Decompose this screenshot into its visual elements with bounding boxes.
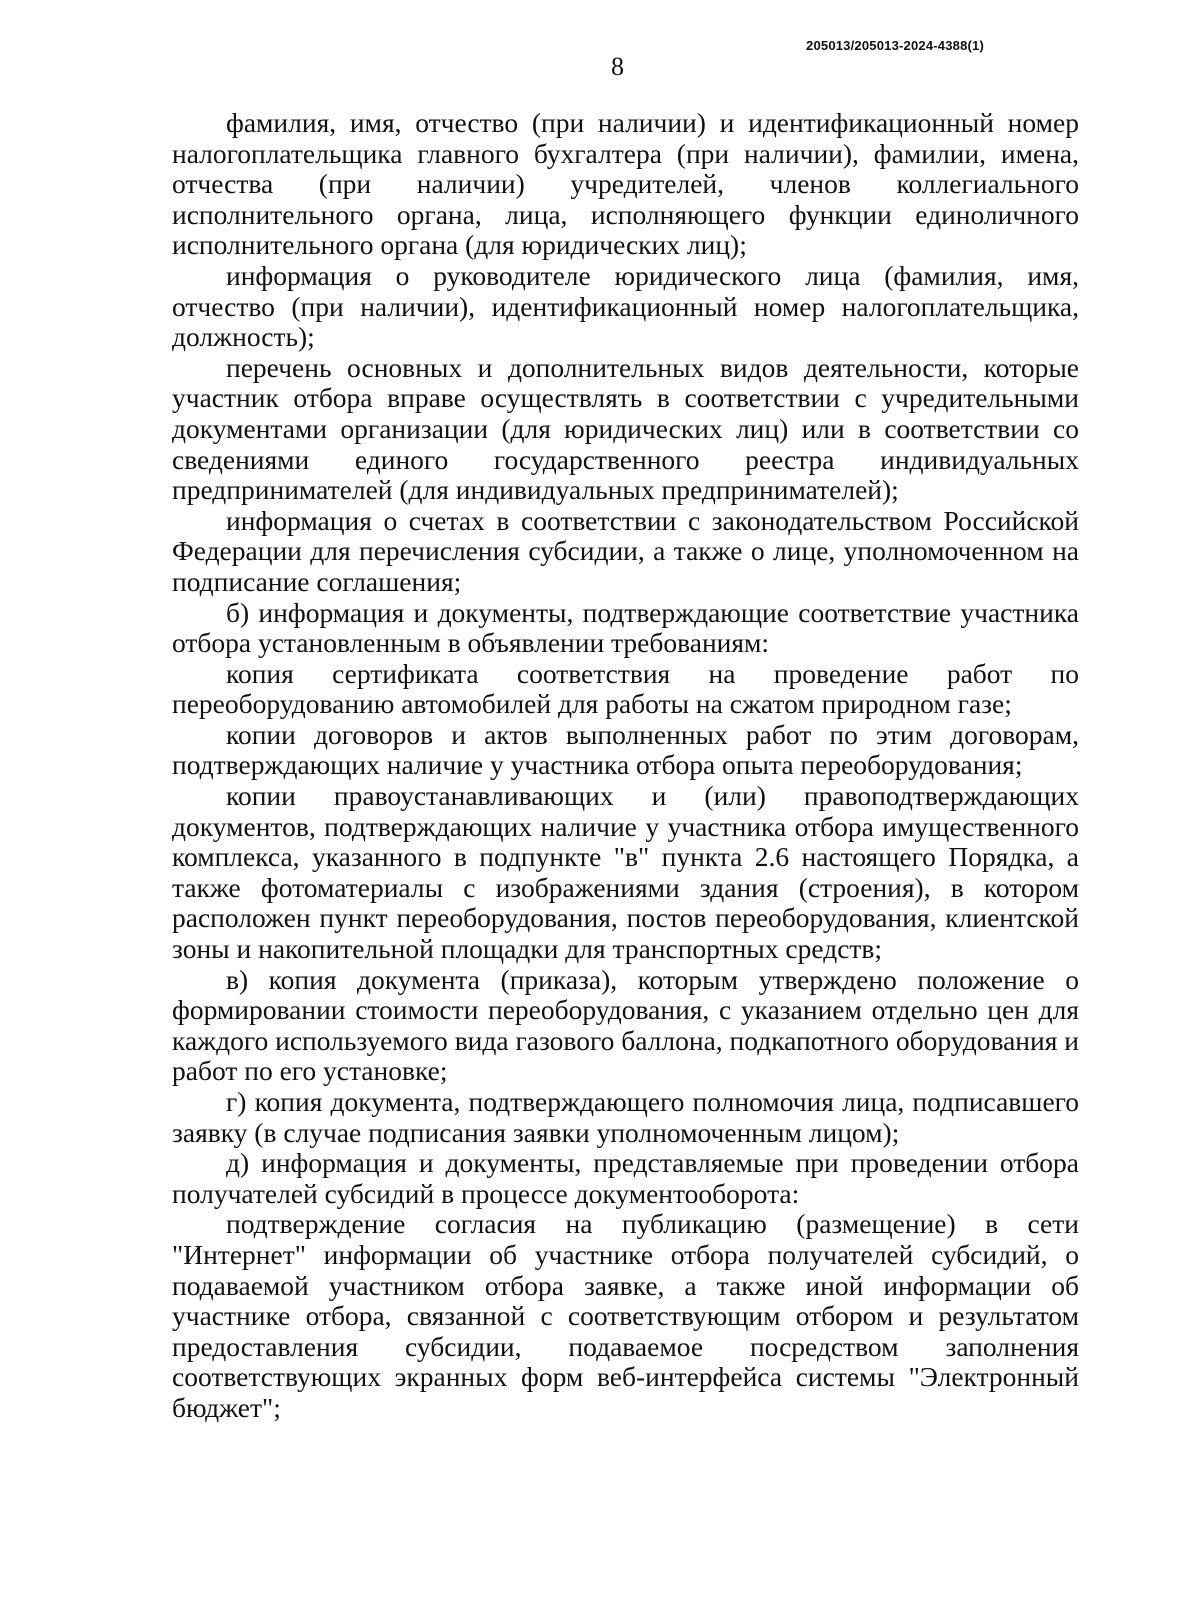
paragraph-head-info: информация о руководителе юридического лица (фамилия, имя, отчество (при наличии), идентификационный номер налогоплательщика, должность); — [172, 259, 1079, 353]
paragraph-item-v: в) копия документа (приказа), которым утверждено положение о формировании стоимости переоборудования, с указанием отдельно цен для каждого используемого вида газового баллона, подкапотного оборудования и работ по его установке; — [172, 963, 1079, 1087]
paragraph-item-b: б) информация и документы, подтверждающие соответствие участника отбора установленным в объявлении требованиям: — [172, 596, 1079, 659]
paragraph-item-g: г) копия документа, подтверждающего полномочия лица, подписавшего заявку (в случае подписания заявки уполномоченным лицом); — [172, 1086, 1079, 1148]
paragraph-bank-accounts: информация о счетах в соответствии с законодательством Российской Федерации для перечисления субсидии, а также о лице, уполномоченном на подписание соглашения; — [172, 504, 1079, 597]
paragraph-item-d: д) информация и документы, представляемые при проведении отбора получателей субсидий в процессе документооборота: — [172, 1147, 1079, 1209]
paragraph-chief-accountant-info: фамилия, имя, отчество (при наличии) и идентификационный номер налогоплательщика главного бухгалтера (при наличии), фамилии, имена, отчества (при наличии) учредителей, членов коллегиального исполнительного органа, лица, исполняющего функции единоличного исполнительного органа (для юридических лиц); — [172, 107, 1079, 261]
document-body — [172, 108, 1079, 1424]
paragraph-publication-consent: подтверждение согласия на публикацию (размещение) в сети "Интернет" информации об участнике отбора получателей субсидий, о подаваемой участником отбора заявке, а также иной информации об участнике отбора, связанной с соответствующим отбором и результатом предоставления субсидии, подаваемое посредством заполнения соответствующих экранных форм веб-интерфейса системы "Электронный бюджет"; — [172, 1208, 1079, 1423]
paragraph-certificate-copy: копия сертификата соответствия на проведение работ по переоборудованию автомобилей для работы на сжатом природном газе; — [172, 657, 1079, 720]
paragraph-contracts-copy: копии договоров и актов выполненных работ по этим договорам, подтверждающих наличие у участника отбора опыта переоборудования; — [172, 718, 1079, 781]
paragraph-property-documents: копии правоустанавливающих и (или) правоподтверждающих документов, подтверждающих наличие у участника отбора имущественного комплекса, указанного в подпункте "в" пункта 2.6 настоящего Порядка, а также фотоматериалы с изображениями здания (строения), в котором расположен пункт переоборудования, постов переоборудования, клиентской зоны и накопительной площадки для транспортных средств; — [172, 780, 1079, 965]
document-id: 205013/205013-2024-4388(1) — [806, 38, 984, 53]
page-number: 8 — [611, 52, 624, 81]
paragraph-activity-list: перечень основных и дополнительных видов деятельности, которые участник отбора вправе осуществлять в соответствии с учредительными документами организации (для юридических лиц) или в соответствии со сведениями единого государственного реестра индивидуальных предпринимателей (для индивидуальных предпринимателей); — [172, 351, 1079, 506]
